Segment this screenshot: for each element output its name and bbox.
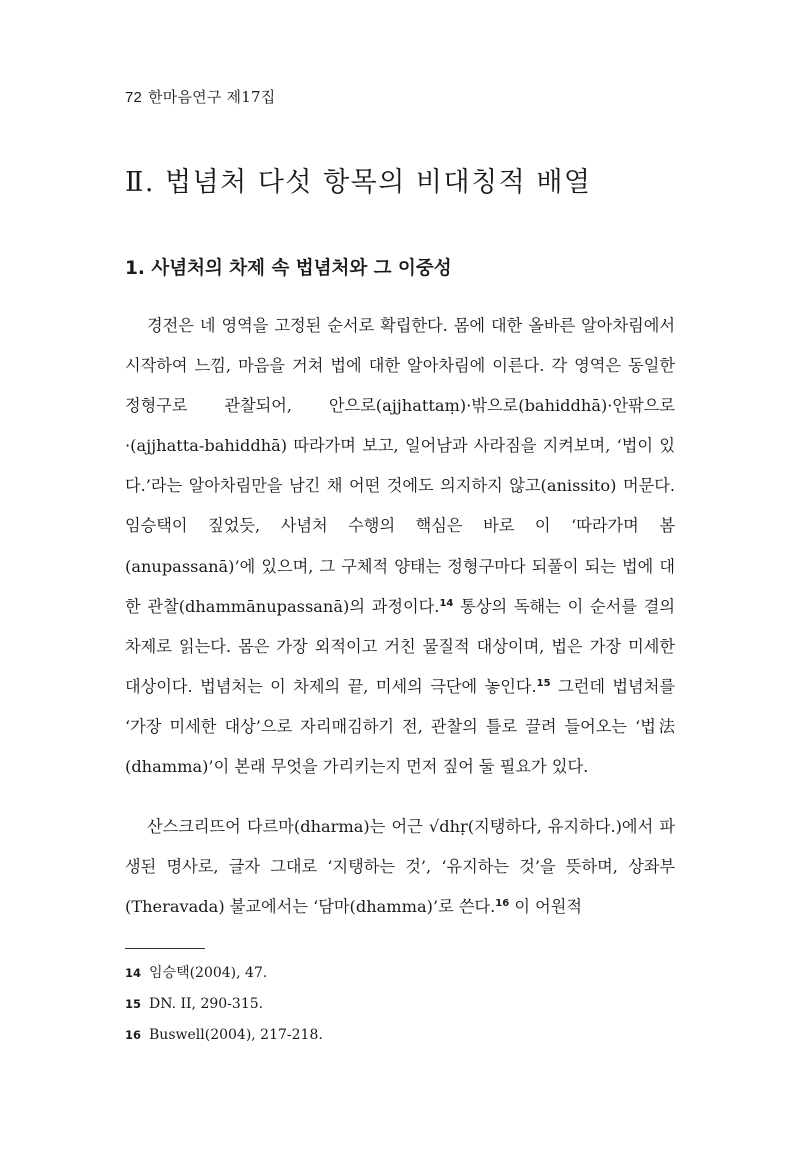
footnotes — [125, 958, 675, 1051]
footnote-15 — [125, 989, 675, 1020]
footnote-16 — [125, 1020, 675, 1051]
footnote-number: 14 — [125, 966, 142, 980]
footnote-number: 15 — [125, 997, 142, 1011]
footnote-text: DN. II, 290-315. — [149, 996, 264, 1012]
footnote-divider — [125, 948, 205, 949]
page-number: 72 — [125, 89, 143, 106]
footnote-ref-15[interactable]: 15 — [536, 677, 551, 689]
paragraph-text: 통상의 독해는 이 순서를 결의 차제로 읽는다. 몸은 가장 외적이고 거친 물질적 대상이며, 법은 가장 미세한 대상이다. 법념처는 이 차제의 끝, 미세의 극단에 놓인다. — [125, 596, 675, 696]
footnote-text: 임승택(2004), 47. — [149, 965, 268, 981]
chapter-title: Ⅱ. 법념처 다섯 항목의 비대칭적 배열 — [125, 167, 592, 198]
footnote-ref-16[interactable]: 16 — [495, 898, 510, 910]
paragraph-text: 산스크리뜨어 다르마(dharma)는 어근 √dhṛ(지탱하다, 유지하다.)에서 파생된 명사로, 글자 그대로 ‘지탱하는 것’, ‘유지하는 것’을 뜻하며, 상좌부(Theravada) 불교에서는 ‘담마(dhamma)’로 쓴다. — [125, 817, 675, 917]
footnote-text: Buswell(2004), 217-218. — [149, 1027, 323, 1043]
journal-title: 한마음연구 제17집 — [148, 88, 276, 106]
paragraph-text: 이 어원적 — [509, 897, 583, 917]
body-paragraph-1 — [125, 306, 675, 787]
footnote-ref-14[interactable]: 14 — [439, 597, 454, 609]
running-head — [125, 86, 275, 107]
paragraph-text: 그런데 법념처를 ‘가장 미세한 대상’으로 자리매김하기 전, 관찰의 틀로 끌려 들어오는 ‘법法(dhamma)’이 본래 무엇을 가리키는지 먼저 짚어 둘 필요가 있다. — [125, 676, 675, 777]
footnote-number: 16 — [125, 1028, 142, 1042]
paragraph-text: 경전은 네 영역을 고정된 순서로 확립한다. 몸에 대한 올바른 알아차림에서 시작하여 느낌, 마음을 거쳐 법에 대한 알아차림에 이른다. 각 영역은 동일한 정형구로 관찰되어, 안으로(ajjhattaṃ)·밖으로(bahiddhā)·안팎으로·(ajjhatta-bahiddhā) 따라가며 보고, 일어남과 사라짐을 지켜보며, ‘법이 있다.’라는 알아차림만을 남긴 채 어떤 것에도 의지하지 않고(anissito) 머문다. 임승택이 짚었듯, 사념처 수행의 핵심은 바로 이 ‘따라가며 봄(anupassanā)’에 있으며, 그 구체적 양태는 정형구마다 되풀이 되는 법에 대한 관찰(dhammānupassanā)의 과정이다. — [125, 316, 675, 616]
footnote-14 — [125, 958, 675, 989]
section-title: 1. 사념처의 차제 속 법념처와 그 이중성 — [125, 258, 452, 279]
body-paragraph-2 — [125, 807, 675, 927]
